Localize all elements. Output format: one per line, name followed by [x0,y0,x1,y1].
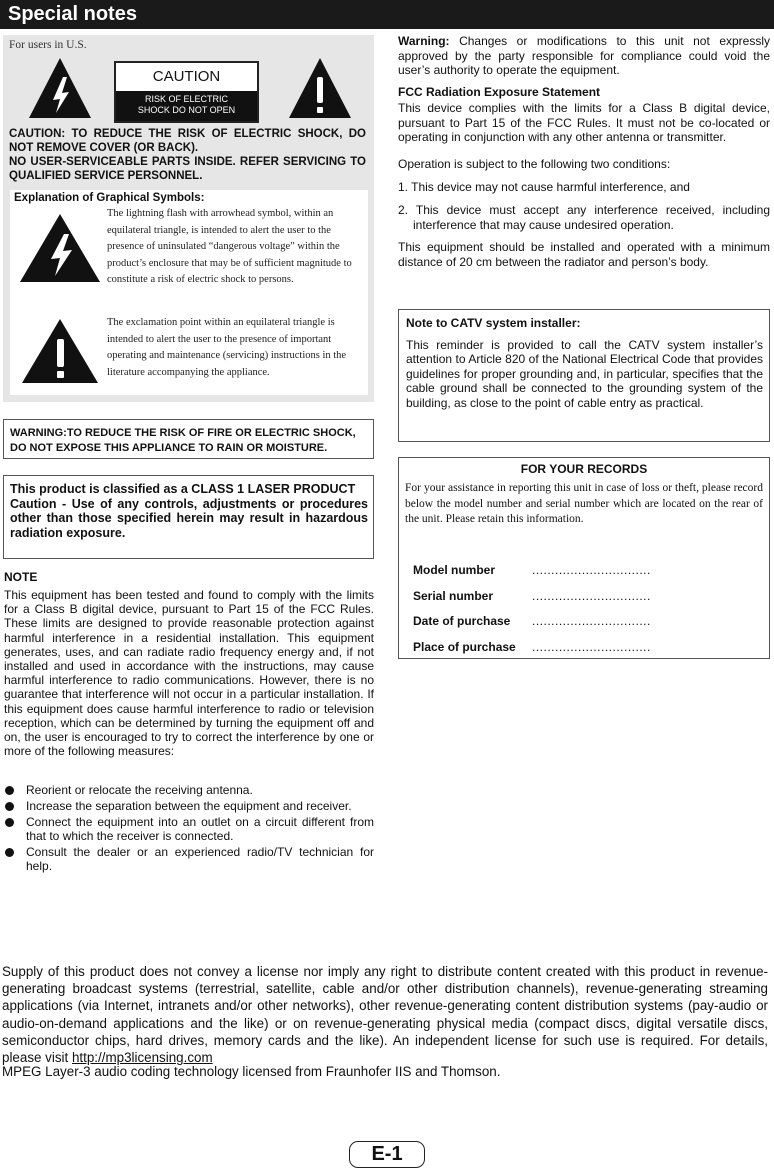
records-body: For your assistance in reporting this unit in case of loss or theft, please record below the model number and serial number which are located on the rear of the unit. Please retain this information. [405,482,763,526]
exclamation-warning-icon [287,55,353,121]
laser-class-line: This product is classified as a CLASS 1 LASER PRODUCT [10,482,356,496]
catv-body: This reminder is provided to call the CATV system installer’s attention to Article 820 of the National Electrical Code that provides guidelines for proper grounding and, in particular, specifies that the cable ground shall be connected to the grounding system of the building, as close to the point of cable entry as practical. [406,337,763,410]
fcc-title: FCC Radiation Exposure Statement [398,85,601,99]
license-text: Supply of this product does not convey a license nor imply any right to distribute content created with this product in revenue-generating broadcast systems (terrestrial, satellite, cable and/or other distribution channels), revenue-generating streaming applications (via Internet, intranets and/or other networks), other revenue-generating content distribution systems (pay-audio or audio-on-demand applications and the like) or on revenue-generating physical media (compact discs, digital versatile discs, semiconductor chips, hard drives, memory cards and the like). An independent license for such use is required. For details, please visit [2,964,768,1066]
exclamation-symbol-icon [20,317,100,385]
lightning-symbol-icon [18,212,102,284]
caution-panel [3,35,374,402]
explanation-title: Explanation of Graphical Symbols: [14,192,205,204]
record-field-serial: ............................... [532,589,651,603]
mpeg-notice: MPEG Layer-3 audio coding technology licensed from Fraunhofer IIS and Thomson. [2,1064,501,1079]
caution-text [9,127,366,183]
note-body: This equipment has been tested and found to comply with the limits for a Class B digital device, pursuant to Part 15 of the FCC Rules. These limits are designed to provide reasonable protection against harmful interference in a residential installation. This equipment generates, uses, and can radiate radio frequency energy and, if not installed and used in accordance with the instructions, may cause harmful interference to radio communications. However, there is no guarantee that interference will not occur in a particular installation. If this equipment does cause harmful interference to radio or television reception, which can be determined by turning the equipment off and on, the user is encouraged to try to correct the interference by one or more of the following measures: [4,588,374,759]
record-label-model: Model number [413,563,496,577]
page-number: E-1 [349,1141,425,1168]
caution-label [114,61,259,123]
fcc-paragraph-3: This equipment should be installed and operated with a minimum distance of 20 cm between the radiator and person’s body. [398,240,770,269]
caution-line2: NO USER-SERVICEABLE PARTS INSIDE. REFER SERVICING TO QUALIFIED SERVICE PERSONNEL. [9,156,366,182]
list-item: Connect the equipment into an outlet on a circuit different from that to which the receiver is connected. [4,815,374,843]
caution-label-title: CAUTION [152,68,221,85]
record-field-place: ............................... [532,640,651,654]
warning-label: Warning: [398,34,450,48]
lightning-warning-icon [27,55,93,121]
fcc-paragraph-1: This device complies with the limits for a Class B digital device, pursuant to Part 15 of the FCC Rules. It must not be co-located or operating in conjunction with any other antenna or transmitter. [398,101,770,144]
caution-label-subtitle [116,91,257,121]
list-item: Increase the separation between the equipment and receiver. [4,799,374,813]
catv-note-box [398,309,770,442]
record-label-serial: Serial number [413,589,494,603]
catv-title: Note to CATV system installer: [406,316,581,330]
fire-warning-box: WARNING:TO REDUCE THE RISK OF FIRE OR ELECTRIC SHOCK, DO NOT EXPOSE THIS APPLIANCE TO RAIN OR MOISTURE. [3,419,374,459]
license-notice [2,963,768,1066]
license-link[interactable]: http://mp3licensing.com [71,1050,213,1066]
record-label-date: Date of purchase [413,614,511,628]
exclamation-explanation: The exclamation point within an equilateral triangle is intended to alert the user to the presence of important operating and maintenance (servicing) instructions in the literature accompanying the appliance. [107,317,347,378]
warning-text: Changes or modifications to this unit not expressly approved by the party responsible for compliance could void the user’s authority to operate the equipment. [398,34,770,77]
modification-warning [398,34,770,78]
explanation-box [10,190,368,395]
fcc-condition-2: 2. This device must accept any interference received, including interference that may cause undesired operation. [398,203,770,232]
laser-caution-line: Caution - Use of any controls, adjustments or procedures other than those specified herein may result in hazardous radiation exposure. [10,496,368,540]
record-field-date: ............................... [532,614,651,628]
list-item: Consult the dealer or an experienced radio/TV technician for help. [4,845,374,873]
caution-line1: CAUTION: TO REDUCE THE RISK OF ELECTRIC SHOCK, DO NOT REMOVE COVER (OR BACK). [9,128,366,154]
note-measures-list [4,783,374,875]
for-users-label: For users in U.S. [9,39,87,51]
records-title: FOR YOUR RECORDS [520,462,648,476]
note-title: NOTE [4,570,38,584]
caution-label-line2: SHOCK DO NOT OPEN [137,105,236,115]
records-box [398,457,770,659]
list-item: Reorient or relocate the receiving antenna. [4,783,374,797]
section-title: Special notes [8,3,137,25]
fcc-condition-1: 1. This device may not cause harmful interference, and [398,180,690,194]
record-label-place: Place of purchase [413,640,516,654]
lightning-explanation: The lightning flash with arrowhead symbol, within an equilateral triangle, is intended to alert the user to the presence of uninsulated “dangerous voltage” within the product’s enclosure that may be of sufficient magnitude to constitute a risk of electric shock to persons. [107,208,352,285]
section-header [0,0,774,29]
fcc-paragraph-2: Operation is subject to the following two conditions: [398,157,671,171]
laser-notice-box [3,475,374,559]
caution-label-line1: RISK OF ELECTRIC [144,94,228,104]
record-field-model: ............................... [532,563,651,577]
